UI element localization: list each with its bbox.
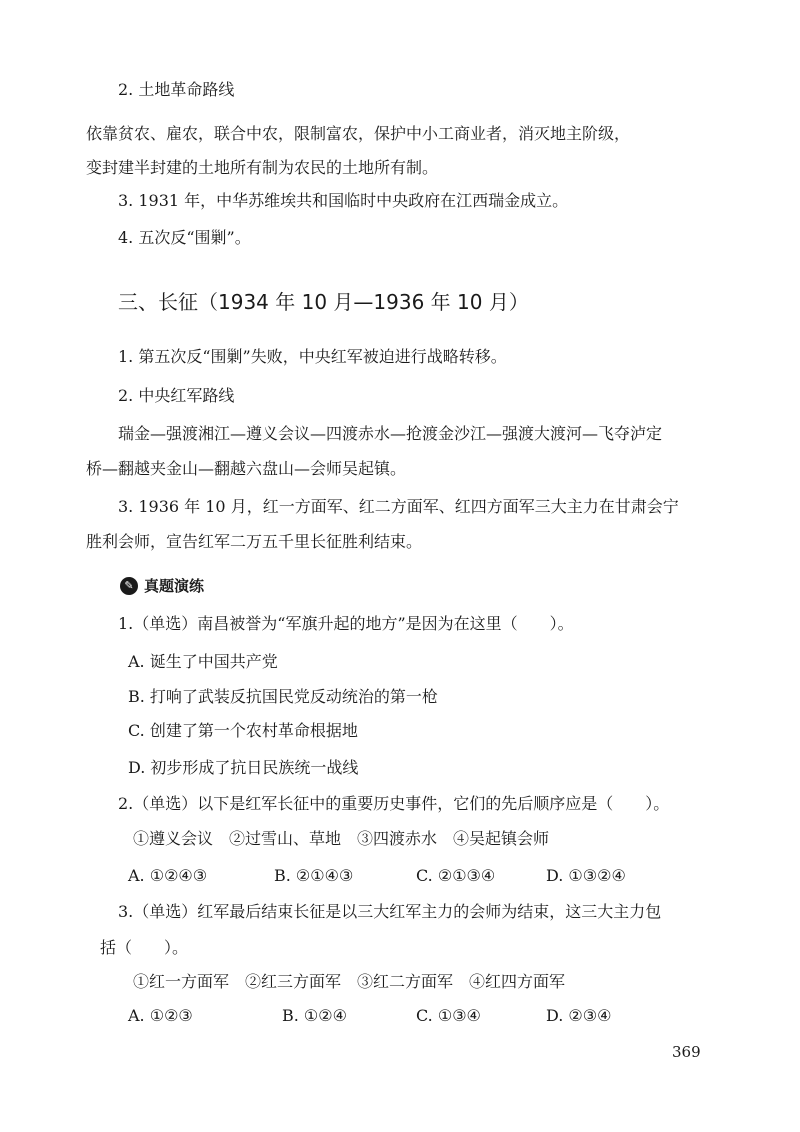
q2-option-d: D. ①③②④ (546, 866, 626, 885)
page-number: 369 (672, 1043, 701, 1061)
long-march-item1: 1. 第五次反“围剿”失败，中央红军被迫进行战略转移。 (118, 347, 507, 366)
q1-option-c: C. 创建了第一个农村革命根据地 (128, 721, 358, 740)
exercises-badge-label: 真题演练 (144, 577, 205, 595)
q2-option-c: C. ②①③④ (416, 866, 496, 885)
q3-option-b: B. ①②④ (282, 1006, 347, 1025)
q2-option-a: A. ①②④③ (128, 866, 208, 885)
long-march-route-line2: 桥—翻越夹金山—翻越六盘山—会师吴起镇。 (86, 459, 407, 478)
land-revolution-text-line2: 变封建半封建的土地所有制为农民的土地所有制。 (86, 158, 439, 177)
q1-option-a: A. 诞生了中国共产党 (128, 652, 278, 671)
long-march-route-title: 2. 中央红军路线 (118, 386, 235, 405)
q3-option-c: C. ①③④ (416, 1006, 481, 1025)
long-march-route-line1: 瑞金—强渡湘江—遵义会议—四渡赤水—抢渡金沙江—强渡大渡河—飞夺泸定 (118, 424, 663, 443)
q2-events: ①遵义会议 ②过雪山、草地 ③四渡赤水 ④吴起镇会师 (133, 829, 550, 848)
pen-icon: ✎ (120, 577, 138, 595)
q3-stem-line1: 3.（单选）红军最后结束长征是以三大红军主力的会师为结束，这三大主力包 (118, 902, 662, 921)
q2-options-row (128, 864, 688, 888)
q3-option-d: D. ②③④ (546, 1006, 612, 1025)
q3-options-row (128, 1004, 688, 1028)
q1-stem: 1.（单选）南昌被誉为“军旗升起的地方”是因为在这里（ ）。 (118, 614, 574, 633)
item-anti-encirclement: 4. 五次反“围剿”。 (118, 228, 251, 247)
q2-stem: 2.（单选）以下是红军长征中的重要历史事件，它们的先后顺序应是（ ）。 (118, 794, 670, 813)
q1-option-d: D. 初步形成了抗日民族统一战线 (128, 758, 359, 777)
long-march-item3-line2: 胜利会师，宣告红军二万五千里长征胜利结束。 (86, 532, 423, 551)
q3-armies: ①红一方面军 ②红三方面军 ③红二方面军 ④红四方面军 (133, 972, 566, 991)
q3-option-a: A. ①②③ (128, 1006, 193, 1025)
item-land-revolution-title: 2. 土地革命路线 (118, 80, 235, 99)
long-march-item3-line1: 3. 1936 年 10 月，红一方面军、红二方面军、红四方面军三大主力在甘肃会宁 (118, 497, 679, 516)
q3-stem-line2: 括（ ）。 (100, 938, 189, 957)
exercises-badge (120, 575, 204, 597)
item-soviet-government: 3. 1931 年，中华苏维埃共和国临时中央政府在江西瑞金成立。 (118, 191, 569, 210)
q1-option-b: B. 打响了武装反抗国民党反动统治的第一枪 (128, 687, 438, 706)
land-revolution-text-line1: 依靠贫农、雇农，联合中农，限制富农，保护中小工商业者，消灭地主阶级， (86, 124, 631, 143)
section-heading-long-march: 三、长征（1934 年 10 月—1936 年 10 月） (118, 290, 529, 314)
q2-option-b: B. ②①④③ (274, 866, 354, 885)
